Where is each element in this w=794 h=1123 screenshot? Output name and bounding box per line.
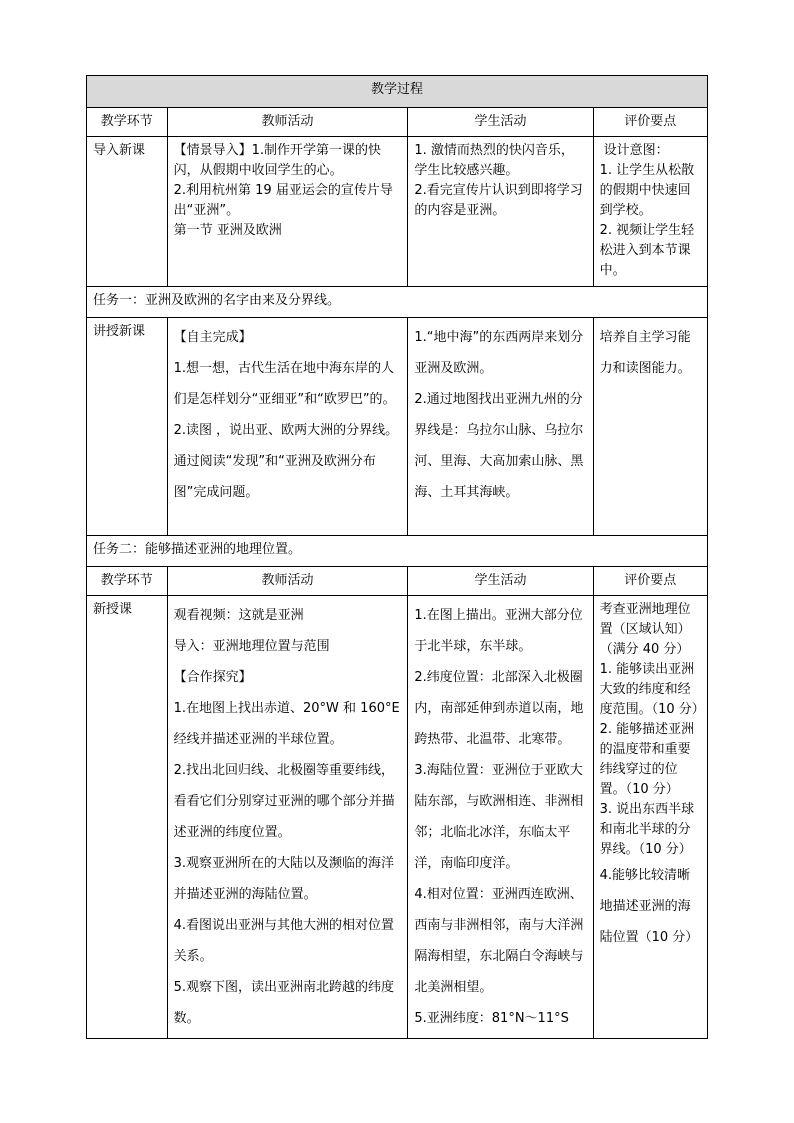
teacher-text: 1.想一想，古代生活在地中海东岸的人们是怎样划分“亚细亚”和“欧罗巴”的。2.读图 ，说出亚、欧两大洲的分界线。 bbox=[173, 361, 399, 438]
eval-cell bbox=[593, 137, 707, 287]
student-text: 2.看完宣传片认识到即将学习的内容是亚洲。 bbox=[414, 183, 583, 218]
student-text: 2.纬度位置：北部深入北极圈内，南部延伸到赤道以南，地跨热带、北温带、北寒带。 bbox=[414, 670, 584, 747]
teacher-text: 1.在地图上找出赤道、20°W 和 160°E 经线并描述亚洲的半球位置。 bbox=[173, 701, 400, 747]
teacher-text: 5.观察下图，读出亚洲南北跨越的纬度数。 bbox=[173, 980, 395, 1026]
header-teacher: 教师活动 bbox=[167, 108, 408, 137]
student-cell bbox=[408, 318, 593, 536]
eval-text: 2. 视频让学生轻松进入到本节课中。 bbox=[599, 223, 695, 278]
stage-cell: 导入新课 bbox=[87, 137, 168, 287]
teacher-text: 第一节 亚洲及欧洲 bbox=[173, 223, 282, 238]
eval-text: 考查亚洲地理位置（区域认知）（满分 40 分） bbox=[599, 602, 691, 657]
header-eval: 评价要点 bbox=[593, 567, 707, 596]
eval-text: 培养自主学习能力和读图能力。 bbox=[599, 330, 691, 376]
header-student: 学生活动 bbox=[408, 108, 593, 137]
table-row-new bbox=[87, 596, 708, 1039]
header-student: 学生活动 bbox=[408, 567, 593, 596]
header-stage: 教学环节 bbox=[87, 108, 168, 137]
student-text: 1.在图上描出。亚洲大部分位于北半球，东半球。 bbox=[414, 608, 583, 654]
stage-cell: 新授课 bbox=[87, 596, 168, 1039]
eval-text: 4.能够比较清晰地描述亚洲的海陆位置（10 分） bbox=[599, 868, 699, 945]
eval-cell bbox=[593, 318, 707, 536]
student-text: 4.相对位置：亚洲西连欧洲、西南与非洲相邻，南与大洋洲隔海相望，东北隔白令海峡与北美洲相望。 bbox=[414, 887, 584, 995]
teacher-text: 3.观察亚洲所在的大陆以及濒临的海洋并描述亚洲的海陆位置。 bbox=[173, 856, 395, 902]
lesson-plan-table bbox=[86, 75, 708, 1039]
task-one: 任务一：亚洲及欧洲的名字由来及分界线。 bbox=[87, 287, 708, 318]
teacher-text: 2.利用杭州第 19 届亚运会的宣传片导出“亚洲”。 bbox=[173, 183, 393, 218]
eval-text: 1. 让学生从松散的假期中快速回到学校。 bbox=[599, 163, 695, 218]
teacher-text: 观看视频：这就是亚洲 bbox=[173, 608, 304, 623]
task-row-1 bbox=[87, 287, 708, 318]
teacher-text: 4.看图说出亚洲与其他大洲的相对位置关系。 bbox=[173, 918, 395, 964]
table-row-intro bbox=[87, 137, 708, 287]
task-two: 任务二：能够描述亚洲的地理位置。 bbox=[87, 536, 708, 567]
teacher-cell bbox=[167, 596, 408, 1039]
eval-text: 设计意图： bbox=[603, 143, 669, 158]
stage-cell: 讲授新课 bbox=[87, 318, 168, 536]
header-eval: 评价要点 bbox=[593, 108, 707, 137]
header-teacher: 教师活动 bbox=[167, 567, 408, 596]
teacher-text: 通过阅读“发现”和“亚洲及欧洲分布图”完成问题。 bbox=[173, 454, 376, 500]
teacher-cell bbox=[167, 137, 408, 287]
student-cell bbox=[408, 596, 593, 1039]
teacher-text: 导入：亚洲地理位置与范围 bbox=[173, 639, 330, 654]
teacher-text: 【合作探究】 bbox=[173, 670, 252, 685]
eval-text: 1. 能够读出亚洲大致的纬度和经度范围。（10 分） bbox=[599, 662, 705, 717]
header-stage: 教学环节 bbox=[87, 567, 168, 596]
teacher-cell bbox=[167, 318, 408, 536]
student-text: 1. 激情而热烈的快闪音乐，学生比较感兴趣。 bbox=[414, 143, 574, 178]
teacher-text: 【自主完成】 bbox=[173, 330, 252, 345]
header-row bbox=[87, 108, 708, 137]
task-row-2 bbox=[87, 536, 708, 567]
table-row-lecture bbox=[87, 318, 708, 536]
student-text: 2.通过地图找出亚洲九州的分界线是：乌拉尔山脉、乌拉尔河、里海、大高加索山脉、黑海、土耳其海峡。 bbox=[414, 392, 584, 500]
table-title: 教学过程 bbox=[87, 76, 708, 108]
student-text: 5.亚洲纬度：81°N～11°S bbox=[414, 1011, 569, 1026]
teacher-text: 2.找出北回归线、北极圈等重要纬线，看看它们分别穿过亚洲的哪个部分并描述亚洲的纬度位置。 bbox=[173, 763, 395, 840]
student-text: 3.海陆位置：亚洲位于亚欧大陆东部，与欧洲相连、非洲相邻；北临北冰洋，东临太平洋，南临印度洋。 bbox=[414, 763, 584, 871]
teacher-text: 【情景导入】1.制作开学第一课的快闪，从假期中收回学生的心。 bbox=[173, 143, 382, 178]
title-row bbox=[87, 76, 708, 108]
eval-cell bbox=[593, 596, 707, 1039]
student-cell bbox=[408, 137, 593, 287]
student-text: 1.“地中海”的东西两岸来划分亚洲及欧洲。 bbox=[414, 330, 584, 376]
header-row-2 bbox=[87, 567, 708, 596]
eval-text: 2. 能够描述亚洲的温度带和重要纬线穿过的位置。（10 分） bbox=[599, 722, 695, 797]
eval-text: 3. 说出东西半球和南北半球的分界线。（10 分） bbox=[599, 802, 695, 857]
